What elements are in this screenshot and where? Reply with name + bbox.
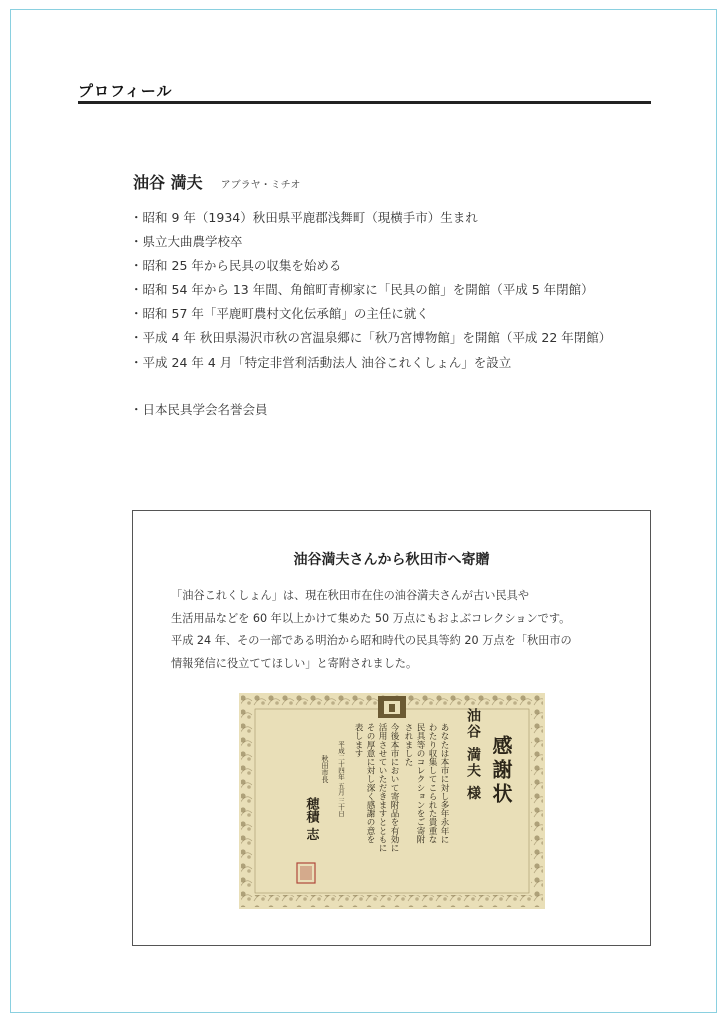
emblem-icon: [378, 696, 406, 718]
donation-line: 「油谷これくしょん」は、現在秋田市在住の油谷満夫さんが古い民具や: [171, 589, 530, 602]
donation-text: [171, 585, 621, 675]
bio-item: ・ 平成 4 年 秋田県湯沢市秋の宮温泉郷に「秋乃宮博物館」を開館（平成 22 年閉館）: [130, 326, 611, 350]
honor-item: ・ 日本民具学会名誉会員: [130, 398, 268, 422]
certificate-body-line: 表します: [353, 723, 363, 758]
certificate-title: 感謝状: [489, 735, 513, 807]
certificate-body-line: 今後本市において寄附品を有効に: [389, 723, 399, 852]
certificate-body-line: わたり収集してこられた貴重な: [427, 723, 437, 844]
person-name-kana: アブラヤ・ミチオ: [220, 180, 301, 191]
donation-line: 生活用品などを 60 年以上かけて集めた 50 万点にもおよぶコレクションです。: [171, 611, 571, 625]
heading-rule: [78, 101, 651, 104]
certificate-issuer-name: 穂積 志: [303, 797, 319, 841]
certificate-image: [239, 693, 545, 909]
certificate-body-line: あなたは本市に対し多年永年に: [439, 723, 449, 844]
certificate-body-line: 活用させていただきますとともに: [377, 723, 387, 852]
donation-line: 情報発信に役立ててほしい」と寄附されました。: [171, 656, 418, 670]
bio-item: ・ 昭和 9 年（1934）秋田県平鹿郡浅舞町（現横手市）生まれ: [130, 206, 611, 230]
bio-item: ・ 平成 24 年 4 月「特定非営利活動法人 油谷これくしょん」を設立: [130, 351, 611, 375]
bio-item: ・ 昭和 57 年「平鹿町農村文化伝承館」の主任に就く: [130, 302, 611, 326]
donation-title: 油谷満夫さんから秋田市へ寄贈: [293, 552, 490, 568]
donation-box: [132, 510, 651, 946]
certificate-body-line: その厚意に対し深く感謝の意を: [365, 723, 375, 844]
person-name: 油谷 満夫: [133, 173, 203, 192]
certificate-recipient: 油谷 満夫 様: [465, 708, 481, 802]
donation-line: 平成 24 年、その一部である明治から昭和時代の民具等約 20 万点を「秋田市の: [171, 634, 572, 647]
certificate-date: 平成二十四年 五月 三十日: [337, 741, 345, 817]
bio-list: [130, 206, 611, 375]
bio-item: ・ 昭和 25 年から民具の収集を始める: [130, 254, 611, 278]
certificate-body-line: 民具等のコレクションをご寄附: [415, 723, 425, 844]
bio-item: ・ 県立大曲農学校卒: [130, 230, 611, 254]
bio-item: ・ 昭和 54 年から 13 年間、角館町青柳家に「民具の館」を開館（平成 5 年閉館）: [130, 278, 611, 302]
name-row: [133, 170, 300, 193]
certificate-issuer-title: 秋田市長: [321, 755, 329, 783]
profile-heading: プロフィール: [78, 82, 173, 100]
certificate-body-line: されました: [403, 723, 413, 766]
